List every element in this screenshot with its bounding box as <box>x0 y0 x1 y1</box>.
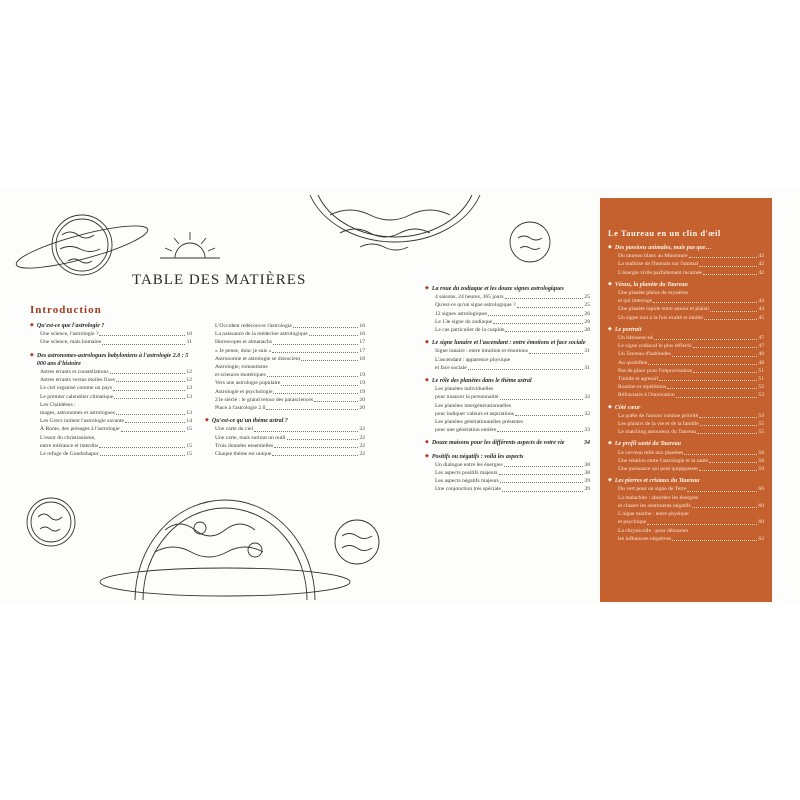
diamond-bullet-icon: ◆ <box>608 441 612 447</box>
toc-entry[interactable]: Une science, l'astrologie ? 10 <box>40 331 192 338</box>
toc-section-title[interactable]: ◆ Positifs ou négatifs : voilà les aspects <box>425 453 524 460</box>
toc-section-title[interactable]: ◆ Douze maisons pour les différents aspects de votre vie 34 <box>425 440 590 447</box>
toc-entry[interactable]: Qu'est-ce qu'un signe astrologique ? 25 <box>435 302 590 309</box>
toc-section <box>608 404 764 437</box>
toc-entry[interactable]: Une planète pleine de mystères <box>618 290 688 297</box>
toc-entry[interactable]: mages, astronomes et astrologues 13 <box>40 410 192 417</box>
toc-entry[interactable]: Le signe zodiacal le plus réfléchi 47 <box>618 343 764 350</box>
toc-entry[interactable]: L'Occident redécouvre l'astrologie 16 <box>215 323 365 329</box>
sidebar-toc <box>608 244 764 543</box>
toc-entry[interactable]: Les plaisirs de la vie et de la famille 55 <box>618 421 764 428</box>
toc-entry[interactable]: L'énergie virile parfaitement incarnée 42 <box>618 269 764 276</box>
toc-section-title[interactable]: ◆ Le profil santé du Taureau <box>608 441 681 448</box>
diamond-bullet-icon: ◆ <box>425 440 429 446</box>
toc-entry[interactable]: Les planètes intergénérationnelles <box>435 402 512 409</box>
toc-entry[interactable]: La chrysocolle : pour détourner <box>618 527 689 534</box>
toc-section <box>608 326 764 400</box>
toc-entry[interactable]: Une carte du ciel 22 <box>215 426 365 433</box>
toc-section-title[interactable]: ◆ Le portrait <box>608 326 642 333</box>
toc-entry[interactable]: Signe lunaire : entre intuition et émotions 31 <box>435 348 590 355</box>
toc-entry[interactable]: Au quotidien 48 <box>618 359 764 366</box>
toc-entry[interactable]: Réfractaire à l'innovation 53 <box>618 392 764 399</box>
toc-section <box>30 352 192 459</box>
toc-entry[interactable]: Place à l'astrologie 2.0 20 <box>215 405 365 412</box>
toc-entry[interactable]: Horoscopes et almanachs 17 <box>215 339 365 346</box>
toc-entry[interactable]: pour une génération entière 33 <box>435 427 590 434</box>
toc-section <box>425 285 590 334</box>
toc-entry[interactable]: Les aspects négatifs majeurs 39 <box>435 478 590 485</box>
toc-entry[interactable]: Un bâtisseur-né 47 <box>618 335 764 342</box>
toc-entry[interactable]: Une conjonction très spéciale 39 <box>435 486 590 493</box>
toc-entry[interactable]: Chaque thème est unique 22 <box>215 451 365 458</box>
toc-entry[interactable]: L'essor du christianisme, <box>40 434 96 441</box>
toc-entry[interactable]: « Je pense, donc je suis » 17 <box>215 347 365 354</box>
small-planet-right-illustration <box>332 512 382 572</box>
toc-section-title[interactable]: ◆ Des astronomes-astrologues babyloniens à l'astrologie 2.0 : 5 000 ans d'histoire <box>30 352 189 367</box>
toc-entry[interactable]: L'ascendant : apparence physique <box>435 356 511 363</box>
toc-entry[interactable]: 4 saisons, 24 heures, 365 jours 25 <box>435 294 590 301</box>
toc-entry[interactable]: Les planètes générationnelles présentes <box>435 419 524 426</box>
toc-entry[interactable]: Les Grecs initient l'astrologie savante 14 <box>40 418 192 425</box>
diamond-bullet-icon: ◆ <box>425 340 429 346</box>
toc-section-title[interactable]: ◆ La roue du zodiaque et les douze signes astrologiques <box>425 286 564 292</box>
toc-section <box>608 281 764 322</box>
diamond-bullet-icon: ◆ <box>608 326 612 332</box>
toc-column-1 <box>30 322 192 458</box>
diamond-bullet-icon: ◆ <box>608 281 612 287</box>
toc-section <box>425 339 590 372</box>
toc-entry[interactable]: pour indiquer valeurs et aspirations 32 <box>435 410 590 417</box>
sidebar-panel <box>600 198 772 602</box>
toc-entry[interactable]: et face sociale 31 <box>435 364 590 371</box>
diamond-bullet-icon: ◆ <box>425 453 429 459</box>
toc-entry[interactable]: et classer les sentiments négatifs 60 <box>618 502 764 509</box>
toc-entry[interactable]: et sciences ésotériques 19 <box>215 372 365 379</box>
toc-column-2 <box>205 322 365 458</box>
toc-section <box>608 477 764 543</box>
toc-entry[interactable]: Le matching amoureux du Taureau 55 <box>618 429 764 436</box>
toc-entry[interactable]: 21e siècle : le grand retour des parasciences 20 <box>215 396 365 403</box>
toc-entry[interactable]: Un signe tout à la fois exalté et inhibé 45 <box>618 314 764 321</box>
toc-entry[interactable]: Du taureau blanc au Minotaure 42 <box>618 253 764 260</box>
toc-entry[interactable]: Une science, mais humaine 11 <box>40 339 192 346</box>
introduction-heading: Introduction <box>30 304 102 316</box>
toc-entry[interactable]: les influences négatives 62 <box>618 535 764 542</box>
toc-section <box>608 440 764 473</box>
toc-entry[interactable]: Le ciel organisé comme un pays 13 <box>40 385 192 392</box>
toc-section <box>425 377 590 434</box>
toc-entry[interactable]: Un dialogue entre les énergies 38 <box>435 461 590 468</box>
large-planet-top-illustration <box>300 195 490 265</box>
swirl-planet-left-illustration <box>24 495 79 550</box>
toc-entry[interactable]: La malachite : absorber les énergies <box>618 494 699 501</box>
toc-entry[interactable]: La quête de l'amour comme priorité 54 <box>618 412 764 419</box>
toc-entry[interactable]: Un Taureau d'habitudes 48 <box>618 351 764 358</box>
toc-entry[interactable]: Une relation entre l'astrologie et la santé 58 <box>618 457 764 464</box>
toc-entry[interactable]: entre tolérance et interdits 15 <box>40 442 192 449</box>
toc-entry[interactable]: et qui interroge 44 <box>618 298 764 305</box>
diamond-bullet-icon: ◆ <box>608 478 612 484</box>
toc-entry[interactable]: Les planètes individuelles <box>435 386 494 393</box>
diamond-bullet-icon: ◆ <box>30 323 34 328</box>
toc-entry[interactable]: Du vert pour un signe de Terre 60 <box>618 486 764 493</box>
toc-entry[interactable]: Astronomie et astrologie se dissocient 18 <box>215 355 365 362</box>
toc-entry[interactable]: pour nuancer la personnalité 32 <box>435 394 590 401</box>
toc-section <box>30 322 192 347</box>
toc-entry[interactable]: Une puissance qui peut quipppasser 59 <box>618 466 764 473</box>
toc-entry[interactable]: et psychique 60 <box>618 519 764 526</box>
toc-entry[interactable]: Les aspects positifs majeurs 38 <box>435 470 590 477</box>
diamond-bullet-icon: ◆ <box>608 404 612 410</box>
toc-entry[interactable]: La maîtrise de l'humain sur l'animal 42 <box>618 261 764 268</box>
toc-entry[interactable]: Astres errants et constellations 12 <box>40 369 192 376</box>
toc-entry[interactable]: 12 signes astrologiques 26 <box>435 310 590 317</box>
toc-section-title[interactable]: ◆ Le rôle des planètes dans le thème astral <box>425 378 532 385</box>
toc-section <box>425 439 590 447</box>
toc-section-title[interactable]: ◆ Qu'est-ce que l'astrologie ? <box>30 323 105 329</box>
toc-section <box>205 322 365 412</box>
diamond-bullet-icon: ◆ <box>205 418 209 424</box>
toc-entry[interactable]: Timide et agressif 51 <box>618 376 764 383</box>
toc-section-title[interactable]: ◆ Le signe lunaire et l'ascendant : entre émotions et face sociale <box>425 340 586 347</box>
toc-entry[interactable]: Le premier calendrier climatique 13 <box>40 393 192 400</box>
toc-section <box>425 453 590 494</box>
toc-section-title[interactable]: ◆ Vénus, la planète du Taureau <box>608 281 688 288</box>
toc-entry[interactable]: Astres errants versus étoiles fixes 12 <box>40 377 192 384</box>
toc-entry[interactable]: Astrologie, romantisme <box>215 364 268 371</box>
toc-entry[interactable]: Une planète rapide entre amour et plaisir 44 <box>618 306 764 313</box>
small-moon-illustration <box>508 220 553 265</box>
toc-entry[interactable]: L'aigue marine : entre physique <box>618 511 689 518</box>
sidebar-title: Le Taureau en un clin d'œil <box>608 228 721 238</box>
diamond-bullet-icon: ◆ <box>425 378 429 384</box>
toc-section-title[interactable]: ◆ Les pierres et cristaux du Taureau <box>608 478 700 485</box>
toc-entry[interactable]: La naissance de la médecine astrologique 16 <box>215 331 365 338</box>
toc-entry[interactable]: Trois données essentielles 22 <box>215 442 365 449</box>
toc-section-title[interactable]: ◆ Côté cœur <box>608 404 641 411</box>
toc-section-title[interactable]: ◆ Des passions animales, mais pas que… <box>608 245 712 251</box>
toc-entry[interactable]: Pas de place pour l'improvisation 51 <box>618 367 764 374</box>
toc-entry[interactable]: Une carte, mais surtout un outil 22 <box>215 434 365 441</box>
rising-sun-icon <box>160 230 220 260</box>
toc-entry[interactable]: Le 13e signe du zodiaque 28 <box>435 318 590 325</box>
toc-entry[interactable]: Les Chaldéens : <box>40 401 76 408</box>
toc-entry[interactable]: Le cerveau relié aux planètes 58 <box>618 449 764 456</box>
toc-entry[interactable]: À Rome, des présages à l'astrologie 15 <box>40 426 192 433</box>
diamond-bullet-icon: ◆ <box>608 245 612 250</box>
page-title: TABLE DES MATIÈRES <box>132 272 307 288</box>
diamond-bullet-icon: ◆ <box>425 286 429 291</box>
toc-entry[interactable]: Le refuge de Gondishapur 15 <box>40 451 192 458</box>
toc-entry[interactable]: Routine et répétitions 52 <box>618 384 764 391</box>
toc-entry[interactable]: Vers une astrologie populaire 19 <box>215 380 365 387</box>
toc-section <box>608 244 764 277</box>
toc-column-3 <box>425 285 590 494</box>
diamond-bullet-icon: ◆ <box>30 352 34 358</box>
toc-section-title[interactable]: ◆ Qu'est-ce qu'un thème astral ? <box>205 418 288 425</box>
toc-section <box>205 417 365 458</box>
toc-entry[interactable]: Le cas particulier de la cuspide 28 <box>435 327 590 334</box>
toc-entry[interactable]: Astrologie et psychologie 19 <box>215 388 365 395</box>
large-ringed-planet-bottom-illustration <box>95 490 355 602</box>
